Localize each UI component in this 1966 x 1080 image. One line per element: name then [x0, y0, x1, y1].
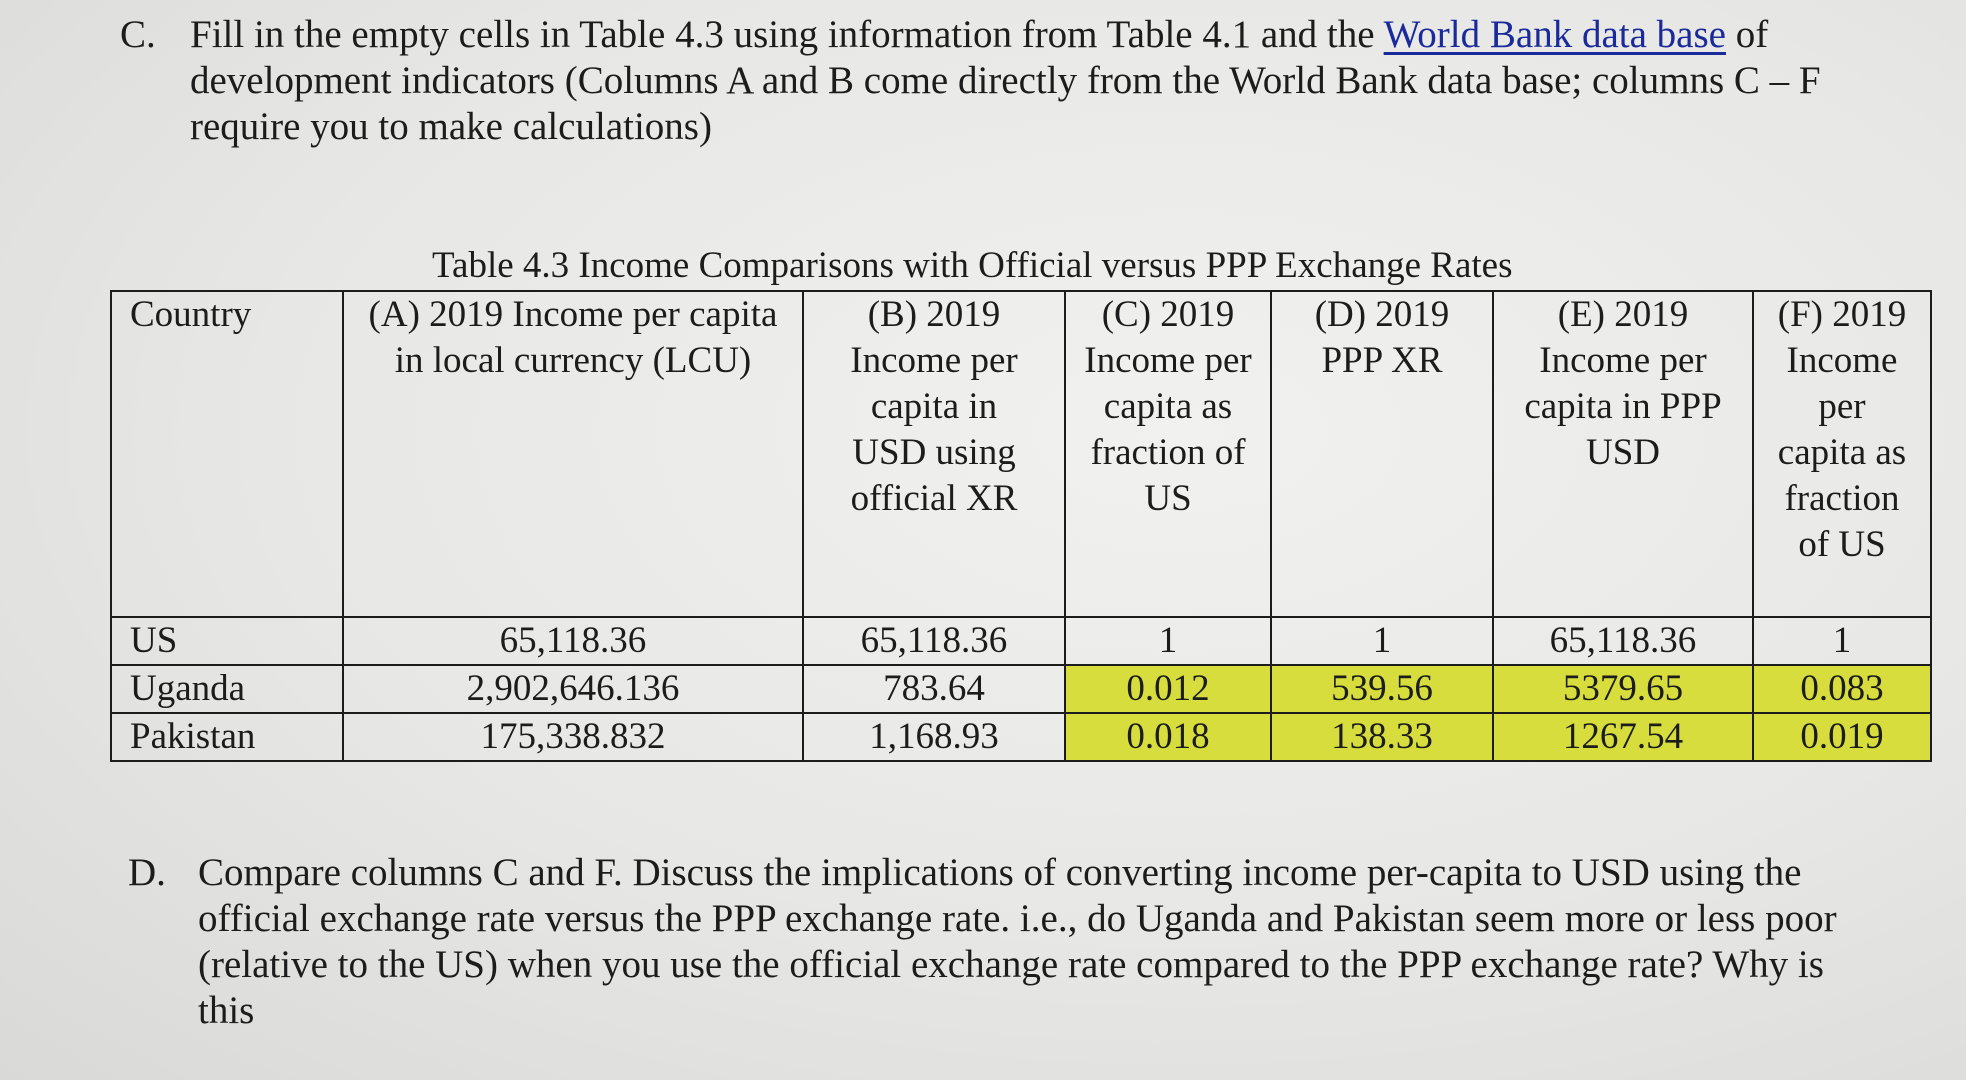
header-col-f: (F) 2019 Income per capita as fraction of US: [1753, 291, 1931, 617]
table-row: [111, 713, 1931, 761]
cell-col-d: 1: [1271, 617, 1493, 665]
cell-col-c: 0.012: [1065, 665, 1271, 713]
table-header-row: [111, 291, 1931, 617]
question-d-letter: D.: [128, 851, 166, 894]
header-col-e: (E) 2019 Income per capita in PPP USD: [1493, 291, 1753, 617]
world-bank-link[interactable]: World Bank data base: [1383, 13, 1726, 56]
header-country: Country: [111, 291, 343, 617]
question-c-text-start: Fill in the empty cells in Table 4.3 using information from Table 4.1 and the: [190, 13, 1384, 56]
cell-col-b: 1,168.93: [803, 713, 1065, 761]
table-caption: Table 4.3 Income Comparisons with Official versus PPP Exchange Rates: [432, 245, 1513, 286]
cell-col-e: 1267.54: [1493, 713, 1753, 761]
cell-country: Uganda: [111, 665, 343, 713]
table-row: [111, 665, 1931, 713]
cell-col-b: 65,118.36: [803, 617, 1065, 665]
header-col-a: (A) 2019 Income per capita in local currency (LCU): [343, 291, 803, 617]
header-col-b: (B) 2019 Income per capita in USD using official XR: [803, 291, 1065, 617]
cell-col-e: 65,118.36: [1493, 617, 1753, 665]
cell-col-c: 0.018: [1065, 713, 1271, 761]
cell-col-f: 0.019: [1753, 713, 1931, 761]
cell-col-f: 1: [1753, 617, 1931, 665]
cell-country: US: [111, 617, 343, 665]
income-comparison-table: [110, 290, 1932, 762]
cell-col-c: 1: [1065, 617, 1271, 665]
cell-country: Pakistan: [111, 713, 343, 761]
header-col-d: (D) 2019 PPP XR: [1271, 291, 1493, 617]
cell-col-a: 175,338.832: [343, 713, 803, 761]
header-col-c: (C) 2019 Income per capita as fraction of US: [1065, 291, 1271, 617]
cell-col-d: 539.56: [1271, 665, 1493, 713]
question-d: [128, 850, 1848, 1034]
table-row: [111, 617, 1931, 665]
cell-col-b: 783.64: [803, 665, 1065, 713]
question-c-letter: C.: [120, 13, 156, 56]
cell-col-f: 0.083: [1753, 665, 1931, 713]
cell-col-e: 5379.65: [1493, 665, 1753, 713]
cell-col-a: 2,902,646.136: [343, 665, 803, 713]
question-c: [120, 12, 1860, 150]
question-c-text-end: of development indicators (Columns A and B come directly from the World Bank data base; columns C – F require you to make calculations): [190, 13, 1821, 148]
cell-col-a: 65,118.36: [343, 617, 803, 665]
question-d-text: Compare columns C and F. Discuss the implications of converting income per-capita to USD using the official exchange rate versus the PPP exchange rate. i.e., do Uganda and Pakistan seem more or less poor (relative to the US) when you use the official exchange rate compared to the PPP exchange rate? Why is this: [198, 851, 1837, 1032]
question-c-text: [190, 12, 1860, 150]
cell-col-d: 138.33: [1271, 713, 1493, 761]
